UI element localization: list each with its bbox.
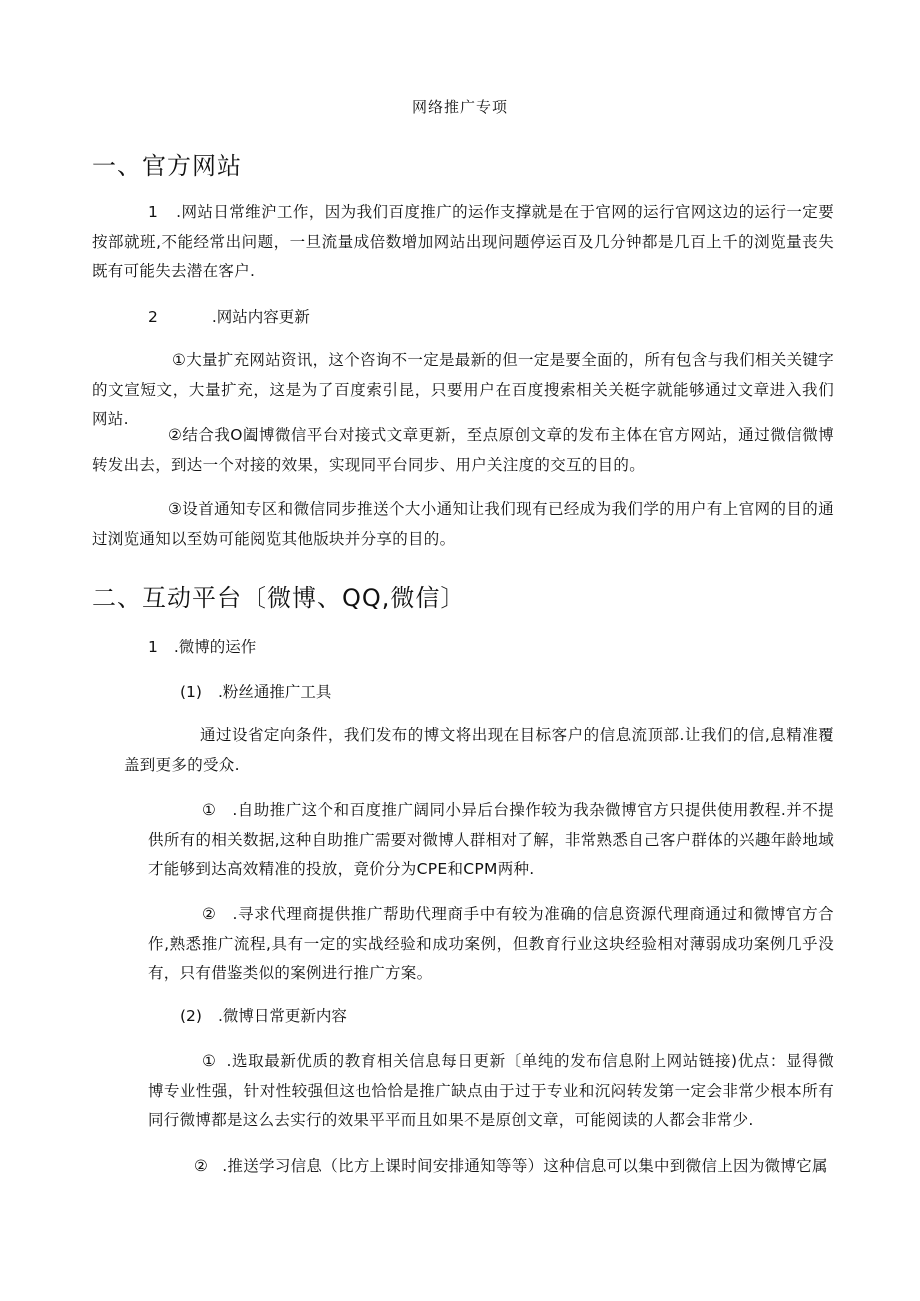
list-item-self-promotion [148,796,834,885]
item-text: .寻求代理商提供推广帮助代理商手中有较为准确的信息资源代理商通过和微博官方合作,熟悉推广流程,具有一定的实战经验和成功案例，但教育行业这块经验相对薄弱成功案例几乎没有，只有借鉴类似的案例进行推广方案。 [148,905,834,982]
item-text: .自助推广这个和百度推广阔同小异后台操作较为我杂微博官方只提供使用教程.并不提供所有的相关数据,这种自助推广需要对微博人群相对了解，非常熟悉自己客户群体的兴趣年龄地域才能够到达高效精准的投放，竟价分为CPE和CPM两种. [148,801,834,878]
subheading-text: .网站内容更新 [211,308,310,326]
paragraph-site-maintenance [92,198,834,287]
item-text: .推送学习信息（比方上课时间安排通知等等）这种信息可以集中到微信上因为微博它属 [222,1157,828,1175]
paragraph-text: .网站日常维沪工作，因为我们百度推广的运作支撑就是在于官网的运行官网这边的运行一定要按部就班,不能经常出问题，一旦流量成倍数增加网站出现问题停运百及几分钟都是几百上千的浏览量丧失既有可能失去潜在客户. [92,203,834,280]
section-heading-official-site: 一、官方网站 [92,152,242,180]
subheading-number: 1 [148,638,158,656]
item-number: ② [194,1157,209,1175]
subheading-weibo-daily-update [180,1005,347,1027]
subheading-fans-tool [180,681,331,703]
subheading-text: .粉丝通推广工具 [217,683,332,701]
subheading-number: (1) [180,683,202,701]
list-item-notice-area: ③设首通知专区和微信同步推送个大小通知让我们现有已经成为我们学的用户有上官网的目的通过浏览通知以至妫可能阅览其他版块并分享的目的。 [92,500,834,548]
paragraph-number: 1 [148,203,159,221]
list-item-agent-promotion [148,900,834,989]
subheading-text: .微博的运作 [173,638,257,656]
subheading-number: (2) [180,1007,202,1025]
item-number: ① [202,801,217,819]
item-number: ② [202,905,217,923]
subheading-number: 2 [148,308,158,326]
subheading-weibo-operation [148,636,256,658]
list-item-study-info [148,1152,834,1182]
list-item-education-news [148,1047,834,1136]
list-item-expand-news: ①大量扩充网站资讯，这个咨询不一定是最新的但一定是要全面的，所有包含与我们相关关键字的文宣短文，大量扩充，这是为了百度索引昆，只要用户在百度搜索相关关梃字就能够通过文章进入我们网站. [92,351,834,428]
item-number: ① [202,1052,217,1070]
list-item-platform-sync: ②结合我O阖博微信平台对接式文章更新，至点原创文章的发布主体在官方网站，通过微信微博转发出去，到达一个对接的效果，实现同平台同步、用户关注度的交互的目的。 [92,426,834,474]
item-text: .选取最新优质的教育相关信息每日更新〔单纯的发布信息附上网站链接)优点：显得微博专业性强，针对性较强但这也恰恰是推广缺点由于过于专业和沉闷转发第一定会非常少根本所有同行微博都是这么去实行的效果平平而且如果不是原创文章，可能阅读的人都会非常少. [148,1052,834,1129]
subheading-text: .微博日常更新内容 [217,1007,347,1025]
subheading-content-update [148,306,310,328]
section-heading-interactive-platform: 二、互动平台〔微博、QQ,微信〕 [92,584,466,612]
document-title: 网络推广专项 [411,98,508,116]
paragraph-targeting: 通过设省定向条件，我们发布的博文将出现在目标客户的信息流顶部.让我们的信,息精准覆盖到更多的受众. [124,726,834,774]
